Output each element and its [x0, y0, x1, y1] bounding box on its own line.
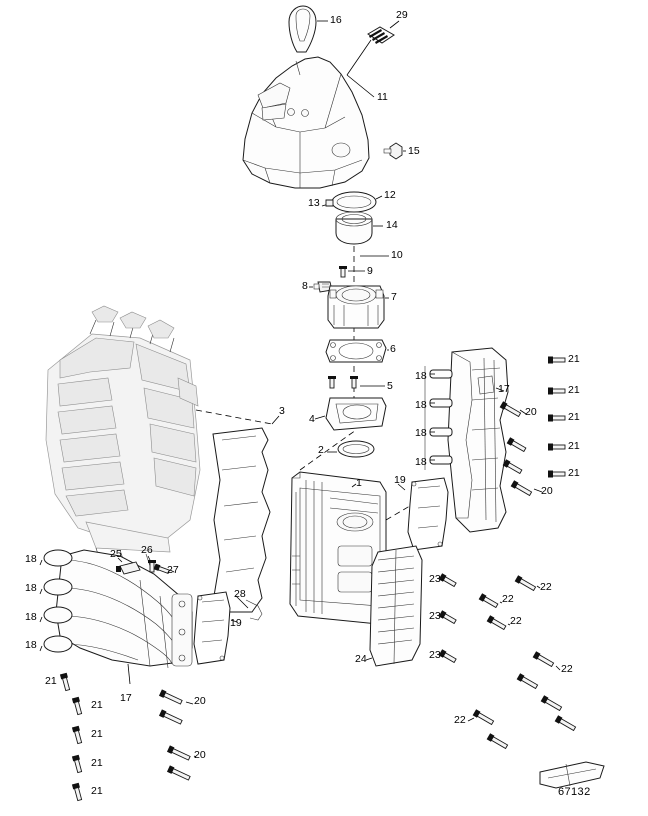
part-2-oring — [338, 441, 374, 457]
engine-block — [46, 306, 200, 566]
part-19-gasket-right — [408, 478, 448, 550]
callout-12: 12 — [384, 189, 396, 201]
callout-21-left-2: 21 — [91, 699, 103, 711]
callout-10: 10 — [391, 249, 403, 261]
callout-21-left-1: 21 — [45, 675, 57, 687]
part-7-throttle-body — [328, 286, 384, 328]
callout-19-right: 19 — [394, 474, 406, 486]
part-16-cap — [289, 6, 316, 52]
diagram-part-number: 67132 — [558, 786, 591, 798]
right-runner-assembly — [448, 348, 508, 532]
callout-6: 6 — [390, 343, 396, 355]
callout-22-2: 22 — [502, 593, 514, 605]
callout-22-5: 22 — [454, 714, 466, 726]
callout-23-2: 23 — [429, 610, 441, 622]
callout-18-right-1: 18 — [415, 370, 427, 382]
callout-14: 14 — [386, 219, 398, 231]
part-21-bolts-left — [60, 673, 83, 801]
part-12-seal — [332, 192, 376, 212]
callout-21-left-3: 21 — [91, 728, 103, 740]
part-5-bolts — [328, 376, 358, 388]
callout-15: 15 — [408, 145, 420, 157]
callout-19-left: 19 — [230, 617, 242, 629]
callout-29: 29 — [396, 9, 408, 21]
callout-25: 25 — [110, 548, 122, 560]
callout-27: 27 — [167, 564, 179, 576]
callout-11: 11 — [377, 91, 388, 103]
callout-21-left-4: 21 — [91, 757, 103, 769]
callout-21-right-2: 21 — [568, 384, 580, 396]
part-14-flange — [336, 212, 372, 244]
part-19-gasket-left — [194, 592, 230, 664]
callout-20-left-2: 20 — [194, 749, 206, 761]
callout-18-left-3: 18 — [25, 611, 37, 623]
callout-21-right-1: 21 — [568, 353, 580, 365]
part-29-label-plate — [368, 27, 394, 44]
callout-26: 26 — [141, 544, 153, 556]
part-20-bolts-left — [159, 689, 191, 781]
callout-24: 24 — [355, 653, 367, 665]
callout-28: 28 — [234, 588, 246, 600]
part-23-bolts — [439, 573, 457, 664]
callout-21-right-3: 21 — [568, 411, 580, 423]
part-15-bolt — [384, 143, 402, 159]
callout-18-right-3: 18 — [415, 427, 427, 439]
callout-18-right-4: 18 — [415, 456, 427, 468]
part-4-adapter — [326, 398, 386, 430]
callout-20-right-2: 20 — [541, 485, 553, 497]
callout-20-left-1: 20 — [194, 695, 206, 707]
callout-13: 13 — [308, 197, 320, 209]
callout-18-left-2: 18 — [25, 582, 37, 594]
part-21-bolts-right — [548, 357, 565, 478]
callout-7: 7 — [391, 291, 397, 303]
callout-4: 4 — [309, 413, 315, 425]
callout-18-left-4: 18 — [25, 639, 37, 651]
callout-21-right-5: 21 — [568, 467, 580, 479]
callout-1: 1 — [356, 477, 362, 489]
callout-18-right-2: 18 — [415, 399, 427, 411]
callout-16: 16 — [330, 14, 342, 26]
bottom-trim-piece — [540, 762, 604, 788]
callout-20-right-1: 20 — [525, 406, 537, 418]
callout-23-1: 23 — [429, 573, 441, 585]
callout-22-3: 22 — [510, 615, 522, 627]
callout-22-1: 22 — [540, 581, 552, 593]
callout-2: 2 — [318, 444, 324, 456]
callout-5: 5 — [387, 380, 393, 392]
callout-18-left-1: 18 — [25, 553, 37, 565]
callout-3: 3 — [279, 405, 285, 417]
callout-17-right: 17 — [498, 383, 510, 395]
part-24-cooler-plate — [370, 546, 422, 666]
callout-21-left-5: 21 — [91, 785, 103, 797]
plenum-cover-assembly — [243, 57, 369, 188]
part-18-seals-right — [425, 366, 452, 470]
callout-23-3: 23 — [429, 649, 441, 661]
callout-8: 8 — [302, 280, 308, 292]
callout-22-4: 22 — [561, 663, 573, 675]
callout-21-right-4: 21 — [568, 440, 580, 452]
part-9-screw — [339, 266, 347, 277]
part-6-gasket — [326, 340, 386, 362]
callout-17-left: 17 — [120, 692, 132, 704]
callout-9: 9 — [367, 265, 373, 277]
